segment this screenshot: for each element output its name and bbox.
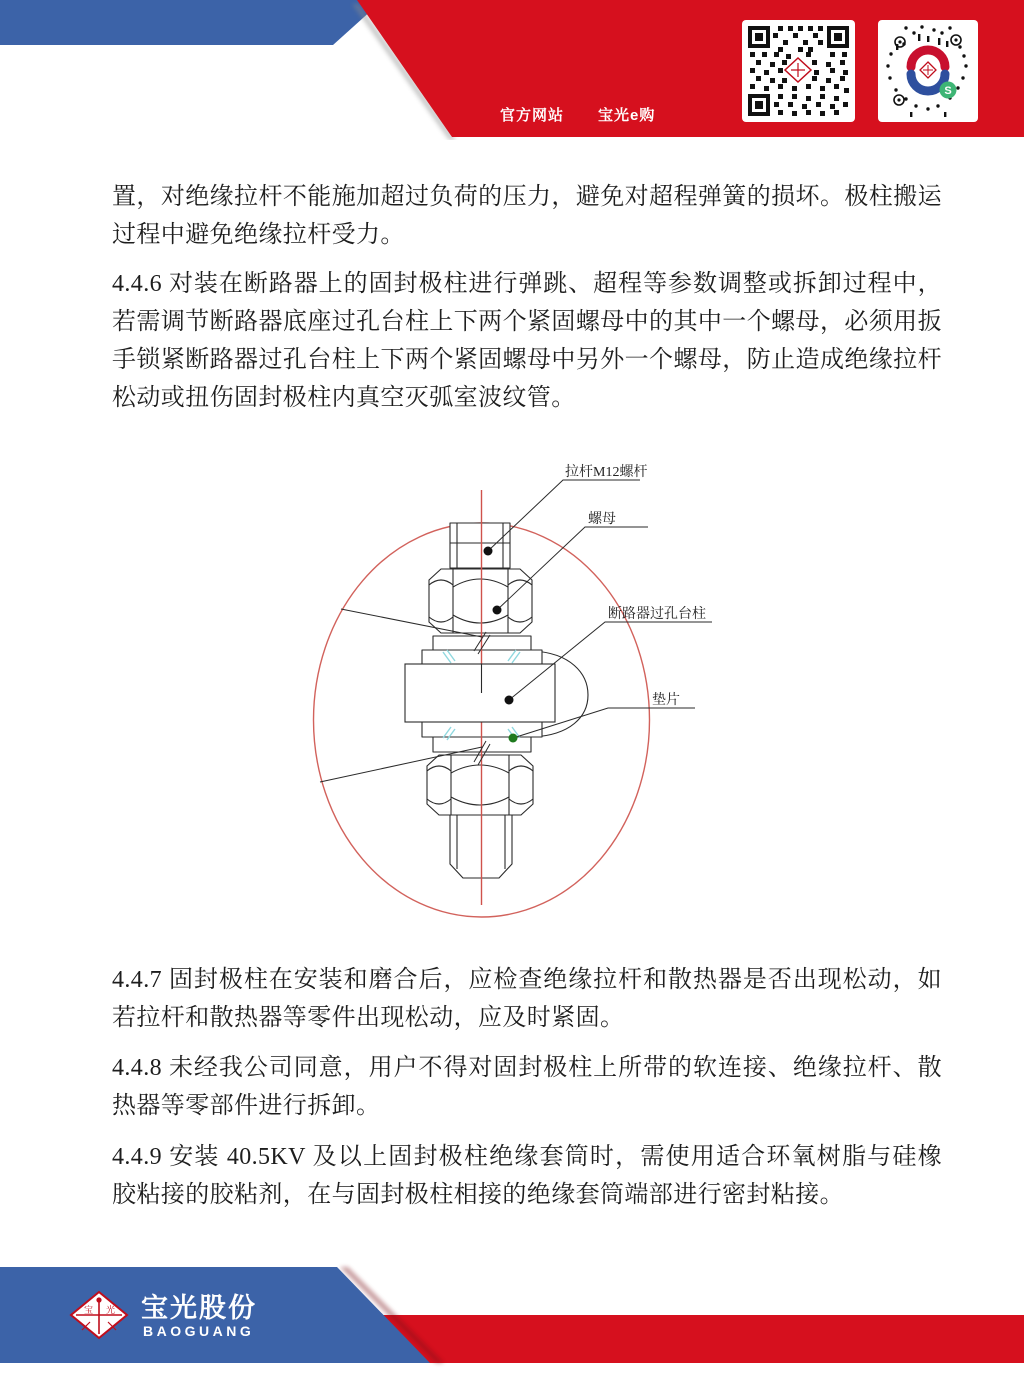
label-washer: 垫片 bbox=[652, 693, 680, 708]
header-blue-stripe bbox=[0, 0, 383, 45]
paragraph-4-4-9: 4.4.9 安装 40.5KV 及以上固封极柱绝缘套筒时，需使用适合环氧树脂与硅橡胶粘接的胶粘剂，在与固封极柱相接的绝缘套筒端部进行密封粘接。 bbox=[112, 1144, 942, 1208]
dot-washer bbox=[509, 734, 518, 743]
paragraph-4-4-6: 4.4.6 对装在断路器上的固封极柱进行弹跳、超程等参数调整或拆卸过程中，若需调节断路器底座过孔台柱上下两个紧固螺母中的其中一个螺母，必须用扳手锁紧断路器过孔台柱上下两个紧固螺母中另外一个螺母，防止造成绝缘拉杆松动或扭伤固封极柱内真空灭弧室波纹管。 bbox=[112, 271, 942, 411]
label-rod: 拉杆M12螺杆 bbox=[565, 465, 648, 480]
leader-rod bbox=[488, 480, 640, 551]
svg-text:宝: 宝 bbox=[84, 1305, 94, 1315]
label-nut: 螺母 bbox=[588, 512, 616, 527]
dot-nut bbox=[493, 606, 502, 615]
paragraph-4-4-8: 4.4.8 未经我公司同意，用户不得对固封极柱上所带的软连接、绝缘拉杆、散热器等零部件进行拆卸。 bbox=[112, 1055, 942, 1119]
upper-nut bbox=[429, 569, 532, 633]
label-post: 断路器过孔台柱 bbox=[608, 607, 706, 622]
nav-official-website: 官方网站 bbox=[500, 107, 565, 124]
footer-company-name-en: BAOGUANG bbox=[143, 1323, 255, 1339]
svg-text:光: 光 bbox=[106, 1305, 116, 1315]
pole-assembly-diagram bbox=[300, 445, 730, 935]
lower-nut bbox=[427, 755, 533, 815]
paragraph-4-4-7: 4.4.7 固封极柱在安装和磨合后，应检查绝缘拉杆和散热器是否出现松动，如若拉杆和散热器等零件出现松动，应及时紧固。 bbox=[112, 967, 942, 1031]
official-website-qr-icon bbox=[742, 20, 855, 122]
header-nav bbox=[500, 104, 655, 125]
dot-post bbox=[505, 696, 514, 705]
footer-red-band bbox=[380, 1315, 1024, 1363]
svg-text:S: S bbox=[944, 85, 952, 97]
rod-top bbox=[450, 523, 510, 568]
paragraph-continuation: 置，对绝缘拉杆不能施加超过负荷的压力，避免对超程弹簧的损坏。极柱搬运过程中避免绝缘拉杆受力。 bbox=[112, 184, 942, 248]
dot-rod bbox=[484, 547, 493, 556]
nav-baoguang-eshop: 宝光e购 bbox=[598, 107, 656, 124]
footer-company-name-cn: 宝光股份 bbox=[141, 1293, 257, 1323]
breaker-post-block bbox=[405, 664, 555, 722]
eshop-miniprogram-qr-icon bbox=[878, 20, 978, 122]
